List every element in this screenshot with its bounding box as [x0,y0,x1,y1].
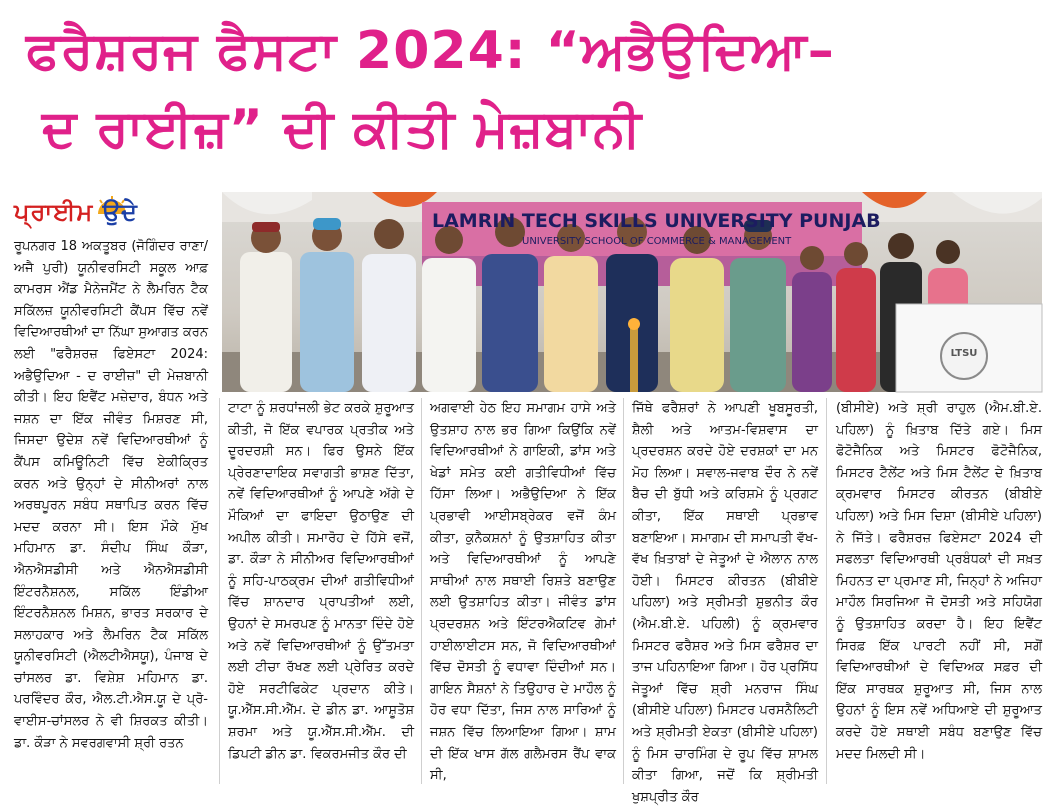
university-seal-label: LTSU [950,348,978,359]
event-banner-title: LAMRIN TECH SKILLS UNIVERSITY PUNJAB [432,210,881,232]
headline-line-1: ਫਰੈਸ਼ਰਜ ਫੈਸਟਾ 2024: “ਅਭੈਉਦਿਆ– [26,21,835,81]
university-seal-icon [940,332,988,380]
article-column-3: ਅਗਵਾਈ ਹੇਠ ਇਹ ਸਮਾਗਮ ਹਾਸੇ ਅਤੇ ਉਤਸ਼ਾਹ ਨਾਲ ਭਰ ਗਿਆ ਕਿਉਂਕਿ ਨਵੇਂ ਵਿਦਿਆਰਥੀਆਂ ਨੇ ਗਾਇਕੀ, ਡਾਂਸ ਅਤੇ ਖੇਡਾਂ ਸਮੇਤ ਕਈ ਗਤੀਵਿਧੀਆਂ ਵਿੱਚ ਹਿੱਸਾ ਲਿਆ। ਅਭੈਉਦਿਆ ਨੇ ਇੱਕ ਪ੍ਰਭਾਵੀ ਆਈਸਬ੍ਰੇਕਰ ਵਜੋਂ ਕੰਮ ਕੀਤਾ, ਕੁਨੈਕਸ਼ਨਾਂ ਨੂੰ ਉਤਸ਼ਾਹਿਤ ਕੀਤਾ ਅਤੇ ਵਿਦਿਆਰਥੀਆਂ ਨੂੰ ਆਪਣੇ ਸਾਥੀਆਂ ਨਾਲ ਸਥਾਈ ਰਿਸ਼ਤੇ ਬਣਾਉਣ ਲਈ ਉਤਸ਼ਾਹਿਤ ਕੀਤਾ। ਜੀਵੰਤ ਡਾਂਸ ਪ੍ਰਦਰਸ਼ਨ ਅਤੇ ਇੰਟਰਐਕਟਿਵ ਗੇਮਾਂ ਹਾਈਲਾਈਟਸ ਸਨ, ਜੋ ਵਿਦਿਆਰਥੀਆਂ ਵਿੱਚ ਦੋਸਤੀ ਨੂੰ ਵਧਾਵਾ ਦਿੰਦੀਆਂ ਸਨ। ਗਾਇਨ ਸੈਸ਼ਨਾਂ ਨੇ ਤਿਉਹਾਰ ਦੇ ਮਾਹੌਲ ਨੂੰ ਹੋਰ ਵਧਾ ਦਿੱਤਾ, ਜਿਸ ਨਾਲ ਸਾਰਿਆਂ ਨੂੰ ਜਸ਼ਨ ਵਿੱਚ ਲਿਆਇਆ ਗਿਆ। ਸ਼ਾਮ ਦੀ ਇੱਕ ਖਾਸ ਗੱਲ ਗਲੈਮਰਸ ਰੈਂਪ ਵਾਕ ਸੀ, [430,401,616,784]
publication-name-part-2: ਉਦੇ [93,198,138,226]
article-column-4: ਜਿੱਥੇ ਫਰੈਸ਼ਰਾਂ ਨੇ ਆਪਣੀ ਖੂਬਸੂਰਤੀ, ਸ਼ੈਲੀ ਅਤੇ ਆਤਮ-ਵਿਸ਼ਵਾਸ ਦਾ ਪ੍ਰਦਰਸ਼ਨ ਕਰਦੇ ਹੋਏ ਦਰਸ਼ਕਾਂ ਦਾ ਮਨ ਮੋਹ ਲਿਆ। ਸਵਾਲ-ਜਵਾਬ ਦੌਰ ਨੇ ਨਵੇਂ ਬੈਚ ਦੀ ਬੁੱਧੀ ਅਤੇ ਕਰਿਸ਼ਮੇ ਨੂੰ ਪ੍ਰਗਟ ਕੀਤਾ, ਇੱਕ ਸਥਾਈ ਪ੍ਰਭਾਵ ਬਣਾਇਆ। ਸਮਾਗਮ ਦੀ ਸਮਾਪਤੀ ਵੱਖ-ਵੱਖ ਖ਼ਿਤਾਬਾਂ ਦੇ ਜੇਤੂਆਂ ਦੇ ਐਲਾਨ ਨਾਲ ਹੋਈ। ਮਿਸਟਰ ਕੀਰਤਨ (ਬੀਬੀਏ ਪਹਿਲਾ) ਅਤੇ ਸ੍ਰੀਮਤੀ ਸ਼ੁਭਨੀਤ ਕੌਰ (ਐਮ.ਬੀ.ਏ. ਪਹਿਲੀ) ਨੂੰ ਕ੍ਰਮਵਾਰ ਮਿਸਟਰ ਫਰੈਸ਼ਰ ਅਤੇ ਮਿਸ ਫਰੈਸ਼ਰ ਦਾ ਤਾਜ ਪਹਿਨਾਇਆ ਗਿਆ। ਹੋਰ ਪ੍ਰਸਿੱਧ ਜੇਤੂਆਂ ਵਿੱਚ ਸ਼੍ਰੀ ਮਨਰਾਜ ਸਿੰਘ (ਬੀਸੀਏ ਪਹਿਲਾ) ਮਿਸਟਰ ਪਰਸਨੈਲਿਟੀ ਅਤੇ ਸ਼੍ਰੀਮਤੀ ਏਕਤਾ (ਬੀਸੀਏ ਪਹਿਲਾ) ਨੂੰ ਮਿਸ ਚਾਰਮਿੰਗ ਦੇ ਰੂਪ ਵਿੱਚ ਸ਼ਾਮਲ ਕੀਤਾ ਗਿਆ, ਜਦੋਂ ਕਿ ਸ਼੍ਰੀਮਤੀ ਖੁਸ਼ਪ੍ਰੀਤ ਕੌਰ [632,401,818,805]
headline-line-2: ਦ ਰਾਈਜ਼” ਦੀ ਕੀਤੀ ਮੇਜ਼ਬਾਨੀ [42,99,643,159]
article-column-1: ਰੂਪਨਗਰ 18 ਅਕਤੂਬਰ (ਜੋਗਿੰਦਰ ਰਾਣਾ/ਅਜੈ ਪੁਰੀ) ਯੂਨੀਵਰਸਿਟੀ ਸਕੂਲ ਆਫ਼ ਕਾਮਰਸ ਐਂਡ ਮੈਨੇਜਮੈਂਟ ਨੇ ਲੈਮਰਿਨ ਟੈਕ ਸਕਿੱਲਜ਼ ਯੂਨੀਵਰਸਿਟੀ ਕੈਂਪਸ ਵਿੱਚ ਨਵੇਂ ਵਿਦਿਆਰਥੀਆਂ ਦਾ ਨਿੱਘਾ ਸੁਆਗਤ ਕਰਨ ਲਈ "ਫਰੈਸ਼ਰਜ਼ ਫਿਏਸਟਾ 2024: ਅਭੈਉਦਿਆ - ਦ ਰਾਈਜ਼" ਦੀ ਮੇਜ਼ਬਾਨੀ ਕੀਤੀ। ਇਹ ਇਵੈਂਟ ਮਜ਼ੇਦਾਰ, ਬੰਧਨ ਅਤੇ ਜਸ਼ਨ ਦਾ ਇੱਕ ਜੀਵੰਤ ਮਿਸ਼ਰਣ ਸੀ, ਜਿਸਦਾ ਉਦੇਸ਼ ਨਵੇਂ ਵਿਦਿਆਰਥੀਆਂ ਨੂੰ ਕੈਂਪਸ ਕਮਿਊਨਿਟੀ ਵਿੱਚ ਏਕੀਕ੍ਰਿਤ ਕਰਨ ਅਤੇ ਉਨ੍ਹਾਂ ਦੇ ਸੀਨੀਅਰਾਂ ਨਾਲ ਅਰਥਪੂਰਨ ਸਬੰਧ ਸਥਾਪਿਤ ਕਰਨ ਵਿੱਚ ਮਦਦ ਕਰਨਾ ਸੀ। ਇਸ ਮੌਕੇ ਮੁੱਖ ਮਹਿਮਾਨ ਡਾ. ਸੰਦੀਪ ਸਿੰਘ ਕੌੜਾ, ਐਨਐਸਡੀਸੀ ਅਤੇ ਐਨਐਸਡੀਸੀ ਇੰਟਰਨੈਸ਼ਨਲ, ਸਕਿੱਲ ਇੰਡੀਆ ਇੰਟਰਨੈਸ਼ਨਲ ਮਿਸ਼ਨ, ਭਾਰਤ ਸਰਕਾਰ ਦੇ ਸਲਾਹਕਾਰ ਅਤੇ ਲੈਮਰਿਨ ਟੈਕ ਸਕਿੱਲ ਯੂਨੀਵਰਸਿਟੀ (ਐਲਟੀਐਸਯੂ), ਪੰਜਾਬ ਦੇ ਚਾਂਸਲਰ ਡਾ. ਵਿਸ਼ੇਸ਼ ਮਹਿਮਾਨ ਡਾ. ਪਰਵਿੰਦਰ ਕੌਰ, ਐਲ.ਟੀ.ਐਸ.ਯੂ ਦੇ ਪ੍ਰੋ-ਵਾਈਸ-ਚਾਂਸਲਰ ਨੇ ਵੀ ਸ਼ਿਰਕਤ ਕੀਤੀ। ਡਾ. ਕੌੜਾ ਨੇ ਸਵਰਗਵਾਸੀ ਸ਼੍ਰੀ ਰਤਨ [14,239,208,751]
publication-logo [8,196,204,232]
column-divider [219,398,220,784]
event-banner-subtitle: UNIVERSITY SCHOOL OF COMMERCE & MANAGEMENT [522,236,792,247]
column-divider [826,398,827,784]
column-divider [421,398,422,784]
event-photo [222,192,1042,392]
publication-name [14,198,138,226]
article-column-5: (ਬੀਸੀਏ) ਅਤੇ ਸ਼੍ਰੀ ਰਾਹੁਲ (ਐਮ.ਬੀ.ਏ. ਪਹਿਲਾ) ਨੂੰ ਖ਼ਿਤਾਬ ਦਿੱਤੇ ਗਏ। ਮਿਸ ਫੋਟੋਜੈਨਿਕ ਅਤੇ ਮਿਸਟਰ ਫੋਟੋਜੈਨਿਕ, ਮਿਸਟਰ ਟੈਲੇਂਟ ਅਤੇ ਮਿਸ ਟੈਲੇਂਟ ਦੇ ਖ਼ਿਤਾਬ ਕ੍ਰਮਵਾਰ ਮਿਸਟਰ ਕੀਰਤਨ (ਬੀਬੀਏ ਪਹਿਲਾ) ਅਤੇ ਮਿਸ ਦਿਸ਼ਾ (ਬੀਸੀਏ ਪਹਿਲਾ) ਨੇ ਜਿੱਤੇ। ਫਰੈਸ਼ਰਜ਼ ਫਿਏਸਟਾ 2024 ਦੀ ਸਫਲਤਾ ਵਿਦਿਆਰਥੀ ਪ੍ਰਬੰਧਕਾਂ ਦੀ ਸਖ਼ਤ ਮਿਹਨਤ ਦਾ ਪ੍ਰਮਾਣ ਸੀ, ਜਿਨ੍ਹਾਂ ਨੇ ਅਜਿਹਾ ਮਾਹੌਲ ਸਿਰਜਿਆ ਜੋ ਦੋਸਤੀ ਅਤੇ ਸਹਿਯੋਗ ਨੂੰ ਉਤਸ਼ਾਹਿਤ ਕਰਦਾ ਹੈ। ਇਹ ਇਵੈਂਟ ਸਿਰਫ਼ ਇੱਕ ਪਾਰਟੀ ਨਹੀਂ ਸੀ, ਸਗੋਂ ਵਿਦਿਆਰਥੀਆਂ ਦੇ ਵਿਦਿਅਕ ਸਫ਼ਰ ਦੀ ਇੱਕ ਸਾਰਥਕ ਸ਼ੁਰੂਆਤ ਸੀ, ਜਿਸ ਨਾਲ ਉਹਨਾਂ ਨੂੰ ਇਸ ਨਵੇਂ ਅਧਿਆਏ ਦੀ ਸ਼ੁਰੂਆਤ ਕਰਦੇ ਹੋਏ ਸਥਾਈ ਸਬੰਧ ਬਣਾਉਣ ਵਿੱਚ ਮਦਦ ਮਿਲਦੀ ਸੀ। [836,401,1042,762]
article-column-2: ਟਾਟਾ ਨੂੰ ਸ਼ਰਧਾਂਜਲੀ ਭੇਟ ਕਰਕੇ ਸ਼ੁਰੂਆਤ ਕੀਤੀ, ਜੋ ਇੱਕ ਵਪਾਰਕ ਪ੍ਰਤੀਕ ਅਤੇ ਦੂਰਦਰਸ਼ੀ ਸਨ। ਫਿਰ ਉਸਨੇ ਇੱਕ ਪ੍ਰੇਰਣਾਦਾਇਕ ਸਵਾਗਤੀ ਭਾਸ਼ਣ ਦਿੱਤਾ, ਨਵੇਂ ਵਿਦਿਆਰਥੀਆਂ ਨੂੰ ਆਪਣੇ ਅੱਗੇ ਦੇ ਮੌਕਿਆਂ ਦਾ ਫਾਇਦਾ ਉਠਾਉਣ ਦੀ ਅਪੀਲ ਕੀਤੀ। ਸਮਾਰੋਹ ਦੇ ਹਿੱਸੇ ਵਜੋਂ, ਡਾ. ਕੌੜਾ ਨੇ ਸੀਨੀਅਰ ਵਿਦਿਆਰਥੀਆਂ ਨੂੰ ਸਹਿ-ਪਾਠਕ੍ਰਮ ਦੀਆਂ ਗਤੀਵਿਧੀਆਂ ਵਿੱਚ ਸ਼ਾਨਦਾਰ ਪ੍ਰਾਪਤੀਆਂ ਲਈ, ਉਹਨਾਂ ਦੇ ਸਮਰਪਣ ਨੂੰ ਮਾਨਤਾ ਦਿੰਦੇ ਹੋਏ ਅਤੇ ਨਵੇਂ ਵਿਦਿਆਰਥੀਆਂ ਨੂੰ ਉੱਤਮਤਾ ਲਈ ਟੀਚਾ ਰੱਖਣ ਲਈ ਪ੍ਰੇਰਿਤ ਕਰਦੇ ਹੋਏ ਸਰਟੀਫਿਕੇਟ ਪ੍ਰਦਾਨ ਕੀਤੇ। ਯੂ.ਐੱਸ.ਸੀ.ਐੱਮ. ਦੇ ਡੀਨ ਡਾ. ਆਸ਼ੂਤੋਸ਼ ਸ਼ਰਮਾ ਅਤੇ ਯੂ.ਐੱਸ.ਸੀ.ਐੱਮ. ਦੀ ਡਿਪਟੀ ਡੀਨ ਡਾ. ਵਿਕਰਮਜੀਤ ਕੌਰ ਦੀ [228,401,414,762]
column-divider [623,398,624,784]
headline [0,0,1052,176]
publication-name-part-1: ਪ੍ਰਾਈਮ [14,198,94,226]
